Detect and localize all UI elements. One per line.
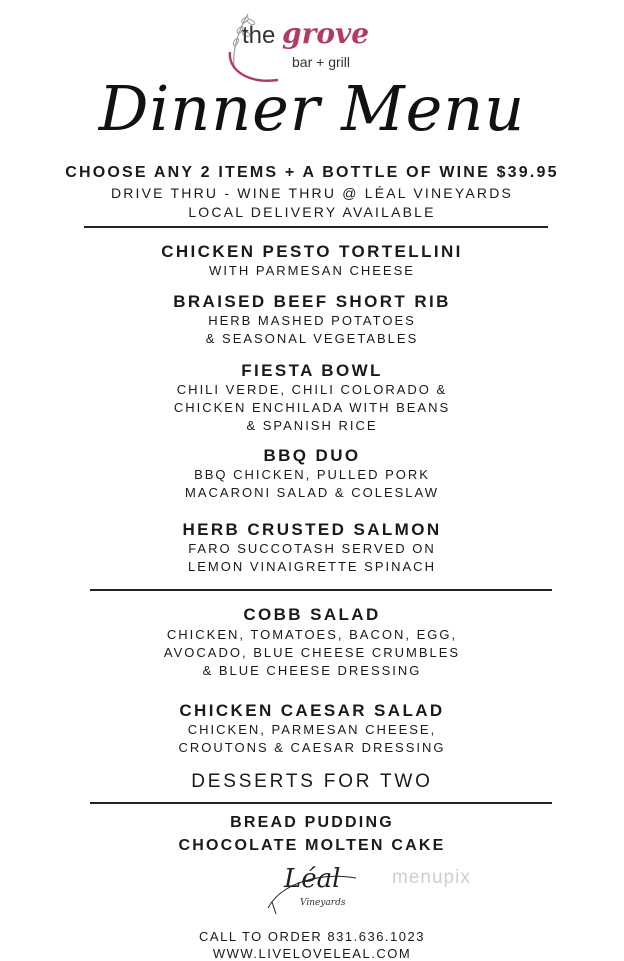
menu-item-desc: BBQ CHICKEN, PULLED PORK <box>194 467 430 482</box>
menu-item-name: HERB CRUSTED SALMON <box>182 520 442 539</box>
delivery-line: LOCAL DELIVERY AVAILABLE <box>188 204 436 220</box>
menu-item-desc: HERB MASHED POTATOES <box>208 313 416 328</box>
menu-item-name: CHICKEN PESTO TORTELLINI <box>161 242 463 261</box>
menu-item-desc: & SEASONAL VEGETABLES <box>205 331 419 346</box>
leal-vineyards-logo <box>262 862 362 918</box>
menu-item-desc: WITH PARMESAN CHEESE <box>209 263 415 278</box>
menu-item-desc: LEMON VINAIGRETTE SPINACH <box>188 559 436 574</box>
menu-item-name: BRAISED BEEF SHORT RIB <box>173 292 451 311</box>
menu-item-desc: CHILI VERDE, CHILI COLORADO & <box>176 382 448 397</box>
menu-item-name: BBQ DUO <box>263 446 361 465</box>
drive-thru-line: DRIVE THRU - WINE THRU @ LÉAL VINEYARDS <box>110 185 514 201</box>
divider-bottom <box>90 802 552 804</box>
menu-item-desc: & SPANISH RICE <box>246 418 378 433</box>
menu-item-desc: FARO SUCCOTASH SERVED ON <box>188 541 436 556</box>
menu-item-name: CHICKEN CAESAR SALAD <box>179 701 445 720</box>
website-link[interactable]: WWW.LIVELOVELEAL.COM <box>212 946 412 961</box>
dessert-item: CHOCOLATE MOLTEN CAKE <box>178 837 446 854</box>
watermark: menupix <box>392 867 471 888</box>
menu-item-desc: AVOCADO, BLUE CHEESE CRUMBLES <box>163 645 461 660</box>
logo-word-grove: grove <box>282 17 370 50</box>
desserts-heading: DESSERTS FOR TWO <box>191 771 433 792</box>
leal-logo-sub: Vineyards <box>300 898 346 908</box>
menu-item-desc: CHICKEN ENCHILADA WITH BEANS <box>173 400 451 415</box>
menu-item-desc: CHICKEN, TOMATOES, BACON, EGG, <box>166 627 458 642</box>
offer-line: CHOOSE ANY 2 ITEMS + A BOTTLE OF WINE $39.95 <box>65 164 559 181</box>
menu-item-name: FIESTA BOWL <box>241 361 383 380</box>
divider-middle <box>90 589 552 591</box>
call-to-order: CALL TO ORDER 831.636.1023 <box>199 929 425 944</box>
menu-item-desc: & BLUE CHEESE DRESSING <box>202 663 422 678</box>
menu-item-name: COBB SALAD <box>243 605 381 624</box>
divider-top <box>84 226 548 228</box>
menu-item-desc: CROUTONS & CAESAR DRESSING <box>178 740 446 755</box>
leal-logo-name: Léal <box>284 864 341 894</box>
menu-item-desc: MACARONI SALAD & COLESLAW <box>185 485 439 500</box>
dessert-item: BREAD PUDDING <box>230 814 394 831</box>
menu-item-desc: CHICKEN, PARMESAN CHEESE, <box>187 722 437 737</box>
menu-title: Dinner Menu <box>98 72 526 145</box>
logo-tagline: bar + grill <box>292 54 350 70</box>
logo-word-the: the <box>242 22 276 49</box>
